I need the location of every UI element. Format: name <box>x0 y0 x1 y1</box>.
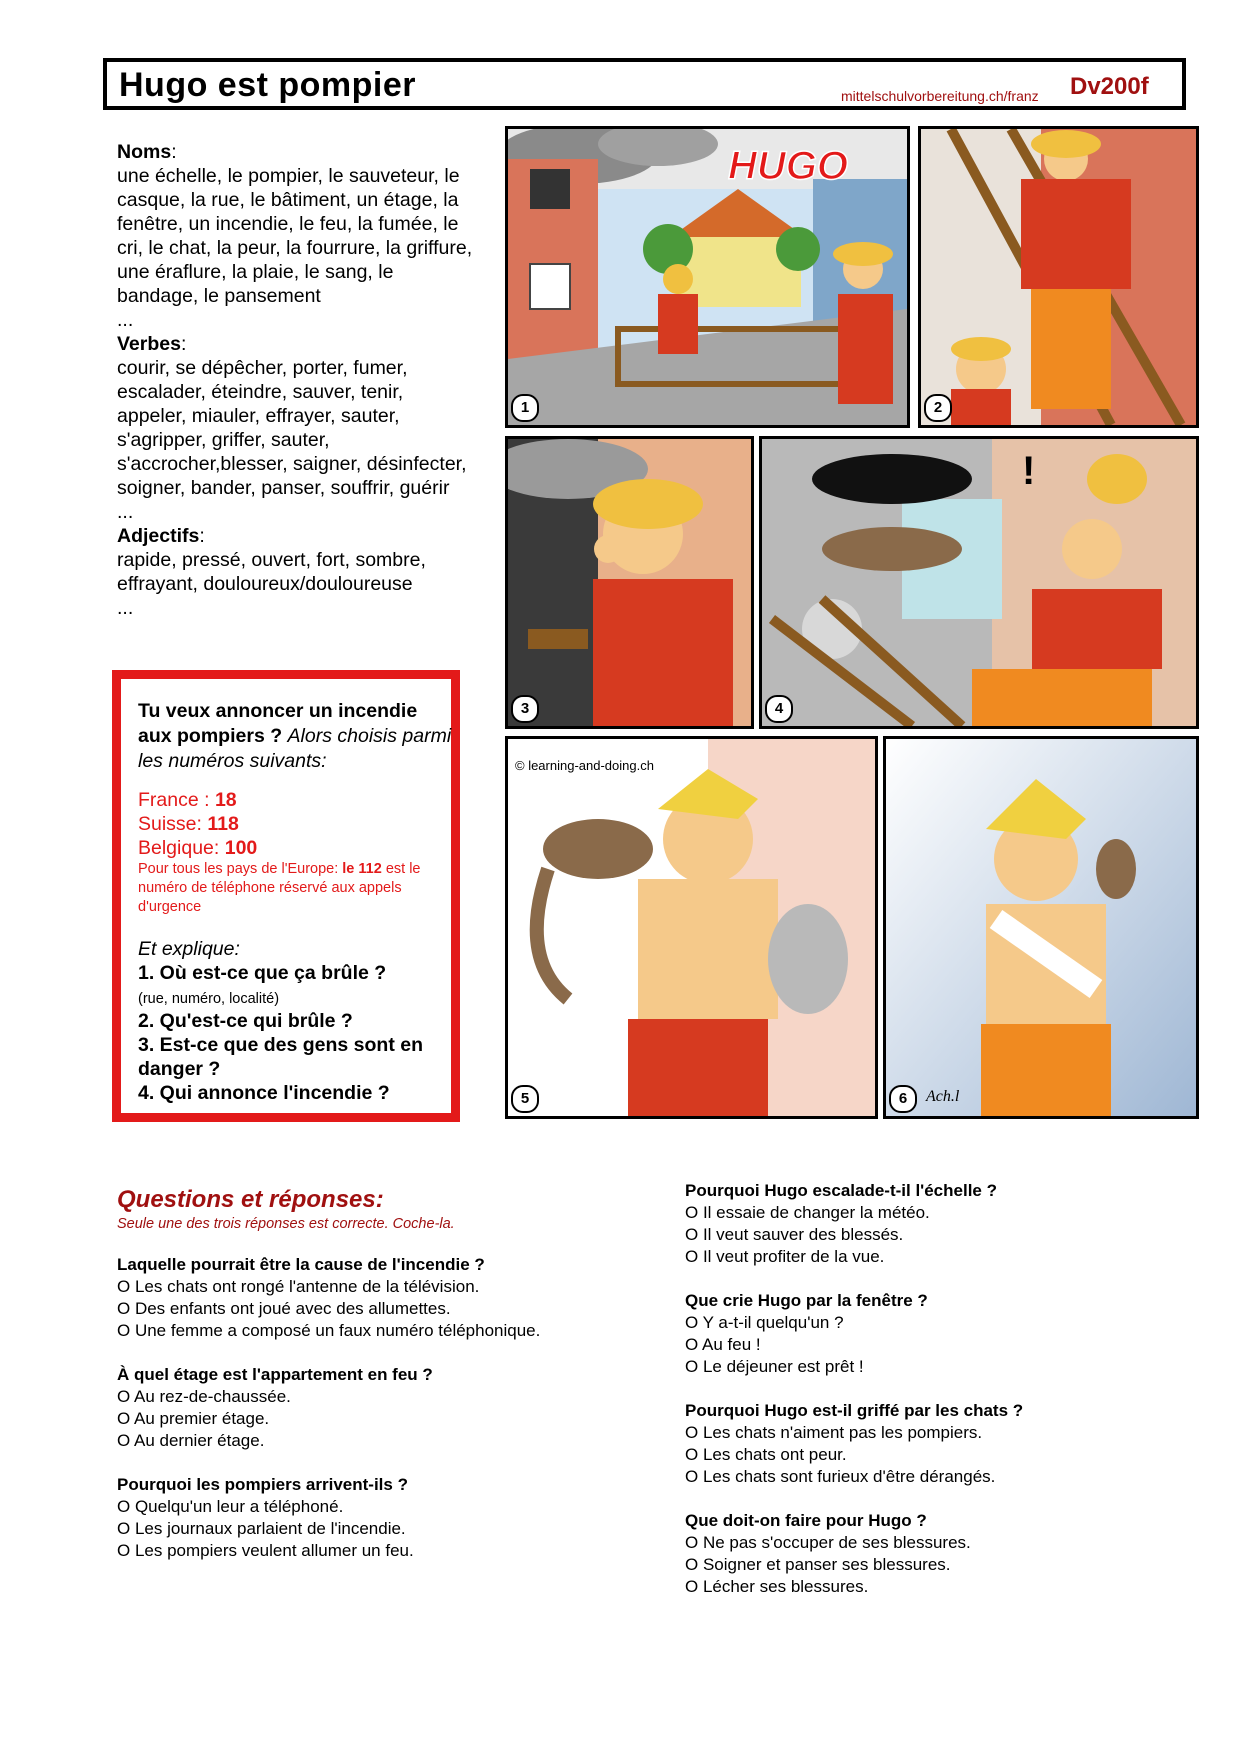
number-suisse <box>138 812 451 836</box>
questions-right-column <box>685 1180 1205 1598</box>
hugo-logo: HUGO <box>728 144 848 188</box>
noms-ellipsis: ... <box>117 309 134 331</box>
europe-note <box>138 860 448 917</box>
comic-panel-3 <box>505 436 754 729</box>
page-title: Hugo est pompier <box>119 66 417 104</box>
question-text: Pourquoi Hugo escalade-t-il l'échelle ? <box>685 1181 997 1200</box>
questions-subtitle: Seule une des trois réponses est correcte. Coche-la. <box>117 1216 455 1232</box>
emergency-numbers <box>138 788 451 860</box>
answer-option[interactable]: O Au feu ! <box>685 1335 761 1354</box>
worksheet-header <box>103 58 1186 110</box>
question-block <box>685 1510 1205 1598</box>
answer-option[interactable]: O Une femme a composé un faux numéro téléphonique. <box>117 1321 541 1340</box>
exclamation-mark: ! <box>1022 449 1036 493</box>
callout-lead-italic: Alors choisis parmi les numéros suivants: <box>138 725 452 772</box>
verbes-label: Verbes <box>117 333 181 355</box>
explain-label: Et explique: <box>138 938 240 960</box>
adjectifs-ellipsis: ... <box>117 597 134 619</box>
comic-panel-6 <box>883 736 1199 1119</box>
france-label: France : <box>138 789 215 811</box>
explain-q4: 4. Qui annonce l'incendie ? <box>138 1082 390 1104</box>
artist-signature: Ach.l <box>926 1088 960 1105</box>
questions-title: Questions et réponses: <box>117 1186 384 1213</box>
answer-option[interactable]: O Au dernier étage. <box>117 1431 265 1450</box>
callout-lead-bold: Tu veux annoncer un incendie aux pompiers ? <box>138 700 418 747</box>
belgique-label: Belgique: <box>138 837 225 859</box>
europe-note-suffix: est le numéro de téléphone réservé aux appels d'urgence <box>138 861 421 915</box>
answer-option[interactable]: O Il veut profiter de la vue. <box>685 1247 885 1266</box>
verbes-group: Verbes: courir, se dépêcher, porter, fumer, escalader, éteindre, sauver, tenir, appeler, miauler, effrayer, sauter, s'agripper, griffer, sauter, s'accrocher,blesser, saigner, désinfecter, soigner, bander, panser, souffrir, guérir ... <box>117 333 467 523</box>
answer-option[interactable]: O Le déjeuner est prêt ! <box>685 1357 864 1376</box>
comic-strip <box>505 126 1199 1119</box>
question-text: Pourquoi Hugo est-il griffé par les chats ? <box>685 1401 1024 1420</box>
answer-option[interactable]: O Ne pas s'occuper de ses blessures. <box>685 1533 971 1552</box>
europe-note-prefix: Pour tous les pays de l'Europe: <box>138 861 343 877</box>
france-number: 18 <box>214 789 237 811</box>
europe-number: le 112 <box>342 861 382 877</box>
answer-option[interactable]: O Les chats sont furieux d'être dérangés. <box>685 1467 996 1486</box>
panel-number: 6 <box>889 1085 917 1113</box>
panel-number: 2 <box>924 394 952 422</box>
question-text: À quel étage est l'appartement en feu ? <box>117 1365 433 1384</box>
answer-option[interactable]: O Les journaux parlaient de l'incendie. <box>117 1519 406 1538</box>
noms-label: Noms <box>117 141 172 163</box>
answer-option[interactable]: O Les chats ont peur. <box>685 1445 847 1464</box>
source-website: mittelschulvorbereitung.ch/franz <box>841 88 1039 104</box>
answer-option[interactable]: O Les chats n'aiment pas les pompiers. <box>685 1423 983 1442</box>
panel-number: 1 <box>511 394 539 422</box>
question-text: Que crie Hugo par la fenêtre ? <box>685 1291 928 1310</box>
answer-option[interactable]: O Soigner et panser ses blessures. <box>685 1555 951 1574</box>
adjectifs-group: Adjectifs: rapide, pressé, ouvert, fort, sombre, effrayant, douloureux/douloureuse ... <box>117 525 426 619</box>
answer-option[interactable]: O Quelqu'un leur a téléphoné. <box>117 1497 344 1516</box>
explain-section <box>138 937 451 1105</box>
panel-number: 5 <box>511 1085 539 1113</box>
question-block <box>117 1254 637 1342</box>
suisse-label: Suisse: <box>138 813 208 835</box>
panel-1-illustration <box>508 129 907 425</box>
explain-q1-hint: (rue, numéro, localité) <box>138 991 280 1007</box>
answer-option[interactable]: O Au premier étage. <box>117 1409 270 1428</box>
question-block <box>117 1364 637 1452</box>
adjectifs-label: Adjectifs <box>117 525 200 547</box>
answer-option[interactable]: O Des enfants ont joué avec des allumettes. <box>117 1299 451 1318</box>
question-block <box>685 1180 1205 1268</box>
explain-q2: 2. Qu'est-ce qui brûle ? <box>138 1010 353 1032</box>
verbes-ellipsis: ... <box>117 501 134 523</box>
answer-option[interactable]: O Les chats ont rongé l'antenne de la télévision. <box>117 1277 480 1296</box>
answer-option[interactable]: O Au rez-de-chaussée. <box>117 1387 291 1406</box>
emergency-numbers-box <box>112 670 460 1122</box>
question-block <box>685 1400 1205 1488</box>
panel-4-illustration <box>762 439 1196 726</box>
panel-6-illustration <box>886 739 1196 1116</box>
comic-credit: © learning-and-doing.ch <box>515 758 654 773</box>
vocabulary-section <box>117 140 477 620</box>
belgique-number: 100 <box>224 837 258 859</box>
question-text: Que doit-on faire pour Hugo ? <box>685 1511 927 1530</box>
panel-number: 3 <box>511 695 539 723</box>
verbes-list: courir, se dépêcher, porter, fumer, escalader, éteindre, sauver, tenir, appeler, miauler, effrayer, sauter, s'agripper, griffer, sauter, s'accrocher,blesser, saigner, désinfecter, soigner, bander, panser, souffrir, guérir <box>117 357 467 499</box>
answer-option[interactable]: O Il essaie de changer la météo. <box>685 1203 930 1222</box>
number-belgique <box>138 836 451 860</box>
worksheet-code: Dv200f <box>1070 73 1149 100</box>
comic-panel-5 <box>505 736 878 1119</box>
question-text: Laquelle pourrait être la cause de l'incendie ? <box>117 1255 485 1274</box>
panel-number: 4 <box>765 695 793 723</box>
question-text: Pourquoi les pompiers arrivent-ils ? <box>117 1475 408 1494</box>
comic-panel-1 <box>505 126 910 428</box>
explain-q3: 3. Est-ce que des gens sont en danger ? <box>138 1034 423 1080</box>
question-block <box>117 1474 637 1562</box>
noms-list: une échelle, le pompier, le sauveteur, le casque, la rue, le bâtiment, un étage, la fenêtre, un incendie, le feu, la fumée, le cri, le chat, la peur, la fourrure, la griffure, une éraflure, la plaie, le sang, le bandage, le pansement <box>117 165 473 307</box>
questions-left-column <box>117 1180 637 1562</box>
callout-lead <box>138 699 453 774</box>
answer-option[interactable]: O Les pompiers veulent allumer un feu. <box>117 1541 414 1560</box>
number-france <box>138 788 451 812</box>
answer-option[interactable]: O Lécher ses blessures. <box>685 1577 869 1596</box>
panel-3-illustration <box>508 439 751 726</box>
suisse-number: 118 <box>207 813 239 835</box>
comic-panel-4 <box>759 436 1199 729</box>
explain-q1: 1. Où est-ce que ça brûle ? <box>138 962 387 984</box>
question-block <box>685 1290 1205 1378</box>
answer-option[interactable]: O Il veut sauver des blessés. <box>685 1225 904 1244</box>
adjectifs-list: rapide, pressé, ouvert, fort, sombre, effrayant, douloureux/douloureuse <box>117 549 426 595</box>
panel-2-illustration <box>921 129 1196 425</box>
answer-option[interactable]: O Y a-t-il quelqu'un ? <box>685 1313 844 1332</box>
noms-group: Noms: une échelle, le pompier, le sauveteur, le casque, la rue, le bâtiment, un étage, la fenêtre, un incendie, le feu, la fumée, le cri, le chat, la peur, la fourrure, la griffure, une éraflure, la plaie, le sang, le bandage, le pansement ... <box>117 141 473 331</box>
comic-panel-2 <box>918 126 1199 428</box>
panel-5-illustration <box>508 739 875 1116</box>
